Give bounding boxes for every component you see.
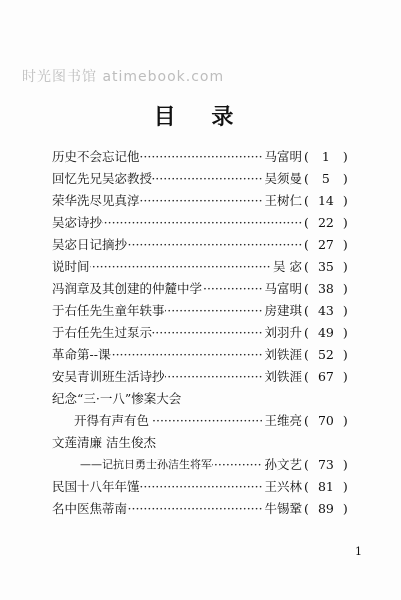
page-title: 目 录	[153, 104, 248, 130]
toc-entry: ····· 于右任先生过泵示 刘羽升 ( 49 )	[52, 322, 370, 344]
toc-entry-heading: 文莲清廉 洁生俊杰	[52, 432, 370, 454]
toc-entry: ····· 革命第--课 刘铁涯 ( 52 )	[52, 344, 370, 366]
toc-entry: ····· 荣华洗尽见真淳 王树仁 ( 14 )	[52, 190, 370, 212]
toc-entry: ····· 回忆先兄吴宓教授 吴须曼 ( 5 )	[52, 168, 370, 190]
toc-entry-heading: 纪念“三·一八”惨案大会	[52, 388, 370, 410]
table-of-contents	[52, 146, 370, 520]
toc-entry: ····· 安吴青训班生活诗抄 刘铁涯 ( 67 )	[52, 366, 370, 388]
toc-entry: ····· ——记抗日勇士孙洁生将军 孙文艺 ( 73 )	[52, 454, 370, 476]
watermark: 时光图书馆 atimebook.com	[22, 69, 225, 85]
toc-entry: ····· 名中医焦蒂南 牛锡鞏 ( 89 )	[52, 498, 370, 520]
toc-entry: ····· 民国十八年年馑 王兴林 ( 81 )	[52, 476, 370, 498]
toc-entry: ····· 于右任先生童年轶事 房建琪 ( 43 )	[52, 300, 370, 322]
toc-entry: ····· 开得有声有色 王维亮 ( 70 )	[52, 410, 370, 432]
toc-entry: ····· 吴宓诗抄 ( 22 )	[52, 212, 370, 234]
toc-entry: ····· 冯润章及其创建的仲麓中学 马富明 ( 38 )	[52, 278, 370, 300]
toc-entry: ····· 历史不会忘记他 马富明 ( 1 )	[52, 146, 370, 168]
toc-entry: ····· 说时间 吴 宓 ( 35 )	[52, 256, 370, 278]
page-number: 1	[355, 545, 362, 558]
toc-entry: ····· 吴宓日记摘抄 ( 27 )	[52, 234, 370, 256]
